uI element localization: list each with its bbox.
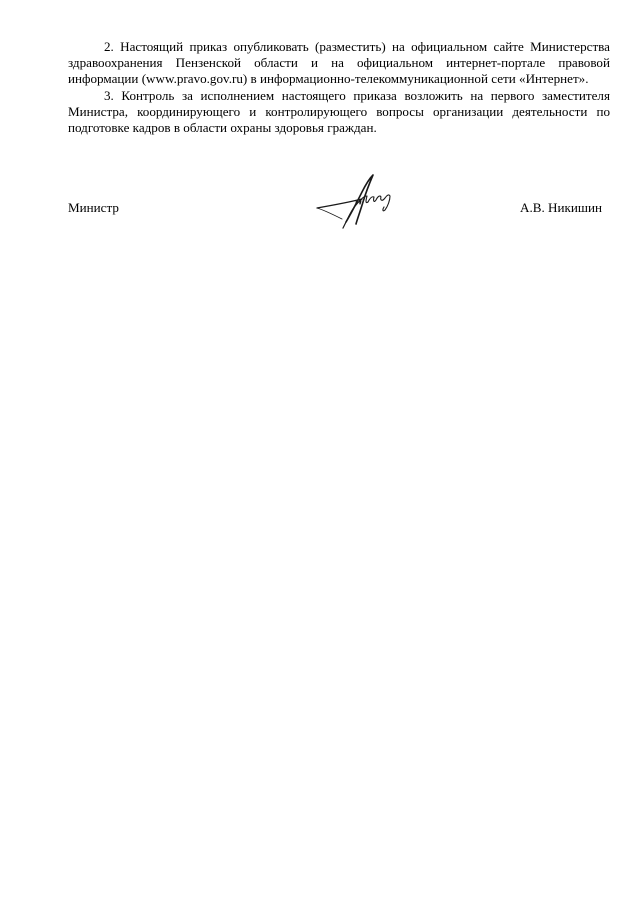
signatory-name: А.В. Никишин [520,200,602,215]
document-body [68,39,610,136]
paragraph-control: 3. Контроль за исполнением настоящего приказа возложить на первого заместителя Министра, координирующего и контролирующего вопросы организации деятельности по подготовке кадров в области охраны здоровья граждан. [68,87,610,136]
signature-block [68,196,602,246]
signatory-position: Министр [68,200,119,215]
handwritten-signature-icon [312,172,412,240]
paragraph-publication: 2. Настоящий приказ опубликовать (разместить) на официальном сайте Министерства здравоохранения Пензенской области и на официальном интернет-портале правовой информации (www.pravo.gov.ru) в информационно-телекоммуникационной сети «Интернет». [68,39,610,87]
